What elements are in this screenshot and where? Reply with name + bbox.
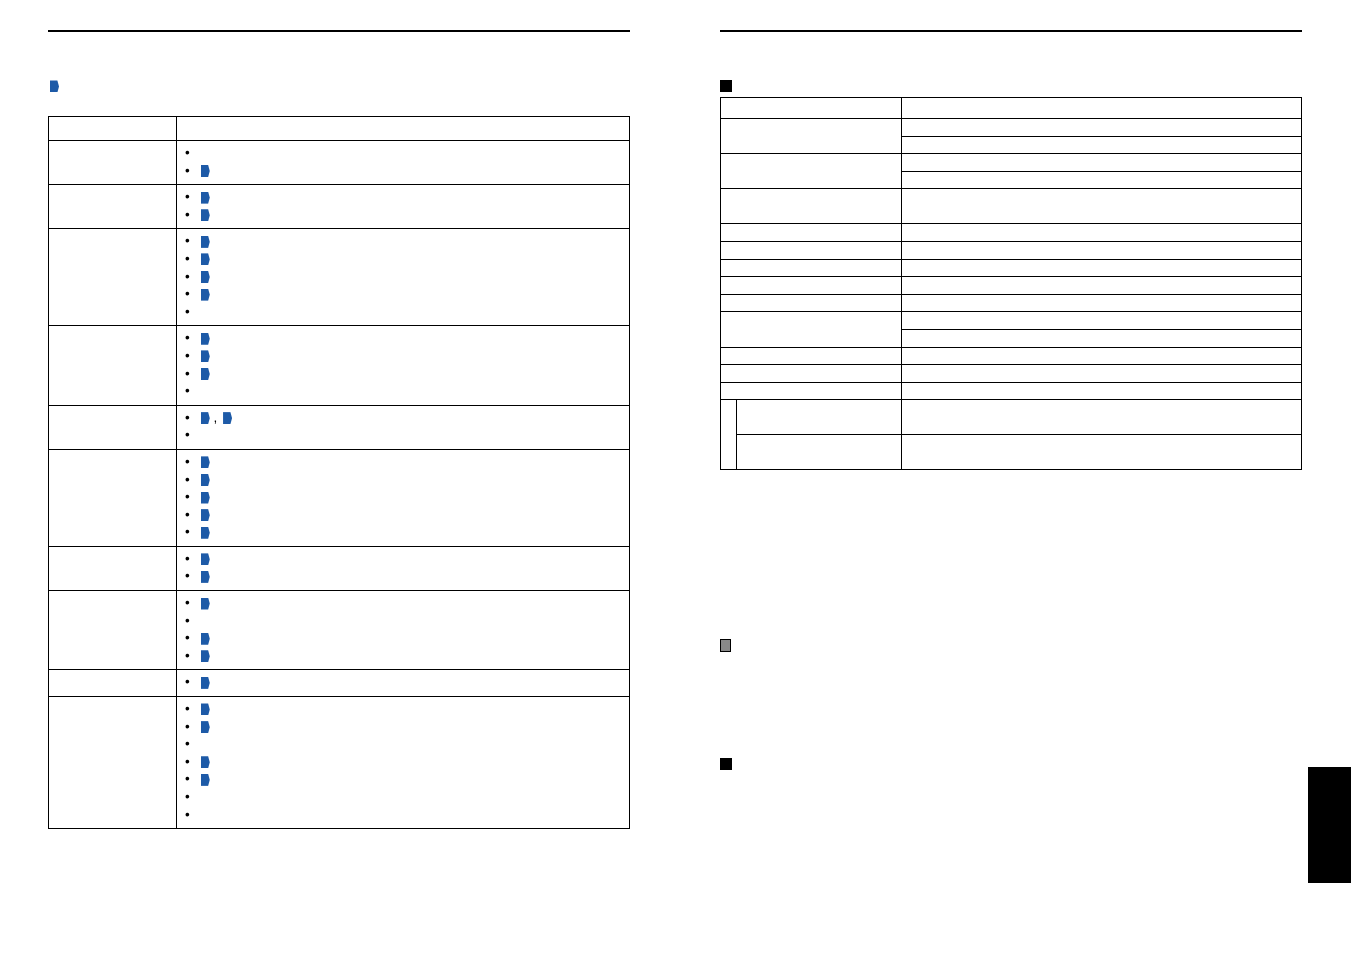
spec-row-distance (721, 365, 1302, 383)
page-ref-link[interactable] (201, 474, 210, 486)
check-cell (177, 670, 630, 697)
section-heading-sold (720, 753, 741, 775)
symptom-label (49, 546, 177, 590)
connection-row (721, 435, 1302, 470)
page-ref-link[interactable] (201, 598, 210, 610)
page-ref-link[interactable] (201, 553, 210, 565)
page-ref-link[interactable] (201, 209, 210, 221)
page-ref-link[interactable] (201, 527, 210, 539)
table-row (49, 141, 630, 185)
list-item (181, 567, 625, 585)
side-tab-others[interactable] (1308, 767, 1351, 883)
symptom-label (49, 141, 177, 185)
page-ref-link[interactable] (201, 650, 210, 662)
square-bullet-icon (720, 80, 732, 92)
table-row (49, 405, 630, 449)
list-item (181, 718, 625, 736)
check-cell (177, 546, 630, 590)
check-cell (177, 185, 630, 229)
page-ref-link[interactable] (201, 350, 210, 362)
list-item (181, 471, 625, 489)
check-list (181, 594, 625, 664)
list-item (181, 647, 625, 665)
check-list (181, 550, 625, 585)
spec-table (720, 97, 1302, 470)
check-cell (177, 229, 630, 326)
column-header-check (177, 117, 630, 141)
page-ref-link[interactable] (201, 703, 210, 715)
table-row (49, 185, 630, 229)
symptom-label (49, 591, 177, 670)
page-ref-link[interactable] (201, 271, 210, 283)
page-ref-link[interactable] (201, 721, 210, 733)
spec-row-lamp (721, 312, 1302, 330)
check-cell (177, 449, 630, 546)
list-item (181, 268, 625, 286)
list-item (181, 806, 625, 824)
left-page (48, 0, 630, 954)
page-ref-link[interactable] (201, 236, 210, 248)
check-list (181, 144, 625, 179)
page-ref-link[interactable] (201, 368, 210, 380)
list-item (181, 453, 625, 471)
list-item (181, 206, 625, 224)
page-ref-link[interactable] (201, 677, 210, 689)
list-item (181, 162, 625, 180)
check-list (181, 409, 625, 444)
list-item (181, 365, 625, 383)
list-item (181, 144, 625, 162)
terminal-name (737, 435, 902, 470)
symptom-label (49, 326, 177, 405)
terminal-spec (902, 400, 1302, 435)
list-item (181, 523, 625, 541)
table-row (49, 697, 630, 829)
check-cell (177, 591, 630, 670)
table-row (49, 326, 630, 405)
page-ref-link[interactable] (201, 289, 210, 301)
spec-row-dimensions (721, 189, 1302, 224)
check-list (181, 232, 625, 320)
page-ref-link[interactable] (201, 333, 210, 345)
table-row (49, 229, 630, 326)
list-item (181, 232, 625, 250)
list-item (181, 612, 625, 630)
page-ref-link[interactable] (201, 456, 210, 468)
connection-terminal-label (721, 400, 737, 470)
list-item (181, 788, 625, 806)
symptom-label (49, 229, 177, 326)
spec-row-weight (721, 154, 1302, 172)
page-ref-link[interactable] (201, 756, 210, 768)
intro-text (48, 77, 59, 94)
spec-row-display (721, 259, 1302, 277)
table-row (49, 449, 630, 546)
page-ref-link[interactable] (201, 774, 210, 786)
list-item (181, 426, 625, 444)
symptom-label (49, 185, 177, 229)
page-ref-link[interactable] (223, 412, 232, 424)
list-item (181, 303, 625, 321)
page-ref-link[interactable] (50, 80, 59, 92)
page-title-right (720, 28, 1302, 32)
column-header-item (721, 98, 902, 119)
check-list (181, 700, 625, 823)
terminal-name (737, 400, 902, 435)
check-cell (177, 405, 630, 449)
right-page (720, 0, 1302, 954)
connection-rows (721, 400, 1302, 470)
troubleshooting-table (48, 116, 630, 829)
list-item (181, 506, 625, 524)
terminal-spec (902, 435, 1302, 470)
list-item: • , (181, 409, 625, 427)
check-list (181, 453, 625, 541)
page-title-left (48, 28, 630, 32)
spec-row-speaker (721, 382, 1302, 400)
list-item (181, 700, 625, 718)
spec-row-consumption (721, 119, 1302, 137)
list-item (181, 770, 625, 788)
list-item (181, 735, 625, 753)
connection-row (721, 400, 1302, 435)
symptom-label (49, 449, 177, 546)
check-cell (177, 141, 630, 185)
page-ref-link[interactable] (201, 509, 210, 521)
spec-row-conditions (721, 241, 1302, 259)
intro-line-2 (48, 77, 59, 94)
page-ref-link[interactable] (201, 253, 210, 265)
spec-row-cabinet (721, 224, 1302, 242)
section-heading-specs (720, 75, 741, 97)
check-list (181, 329, 625, 399)
list-item (181, 285, 625, 303)
symptom-label (49, 697, 177, 829)
table-row (49, 546, 630, 590)
list-item (181, 250, 625, 268)
list-item (181, 550, 625, 568)
check-list (181, 188, 625, 223)
column-header-symptom (49, 117, 177, 141)
spec-row-lens (721, 294, 1302, 312)
symptom-label (49, 670, 177, 697)
page-ref-link[interactable] (201, 192, 210, 204)
check-list (181, 673, 625, 691)
table-row (49, 591, 630, 670)
list-item (181, 188, 625, 206)
symptom-label (49, 405, 177, 449)
page-ref-link[interactable] (201, 492, 210, 504)
check-cell (177, 697, 630, 829)
note-icon (720, 639, 731, 652)
notes-heading (720, 637, 737, 653)
list-item (181, 329, 625, 347)
page-ref-link[interactable] (201, 165, 210, 177)
page-ref-link[interactable] (201, 633, 210, 645)
list-item (181, 753, 625, 771)
table-row (49, 670, 630, 697)
list-item (181, 488, 625, 506)
spec-row-screen (721, 347, 1302, 365)
list-item (181, 673, 625, 691)
check-cell (177, 326, 630, 405)
troubleshooting-rows (49, 141, 630, 829)
list-item (181, 382, 625, 400)
spec-row-elements (721, 277, 1302, 295)
list-item (181, 629, 625, 647)
column-header-specification (902, 98, 1302, 119)
list-item (181, 347, 625, 365)
page-ref-link[interactable] (201, 571, 210, 583)
page-ref-link[interactable] (201, 412, 210, 424)
square-bullet-icon (720, 758, 732, 770)
list-item (181, 594, 625, 612)
